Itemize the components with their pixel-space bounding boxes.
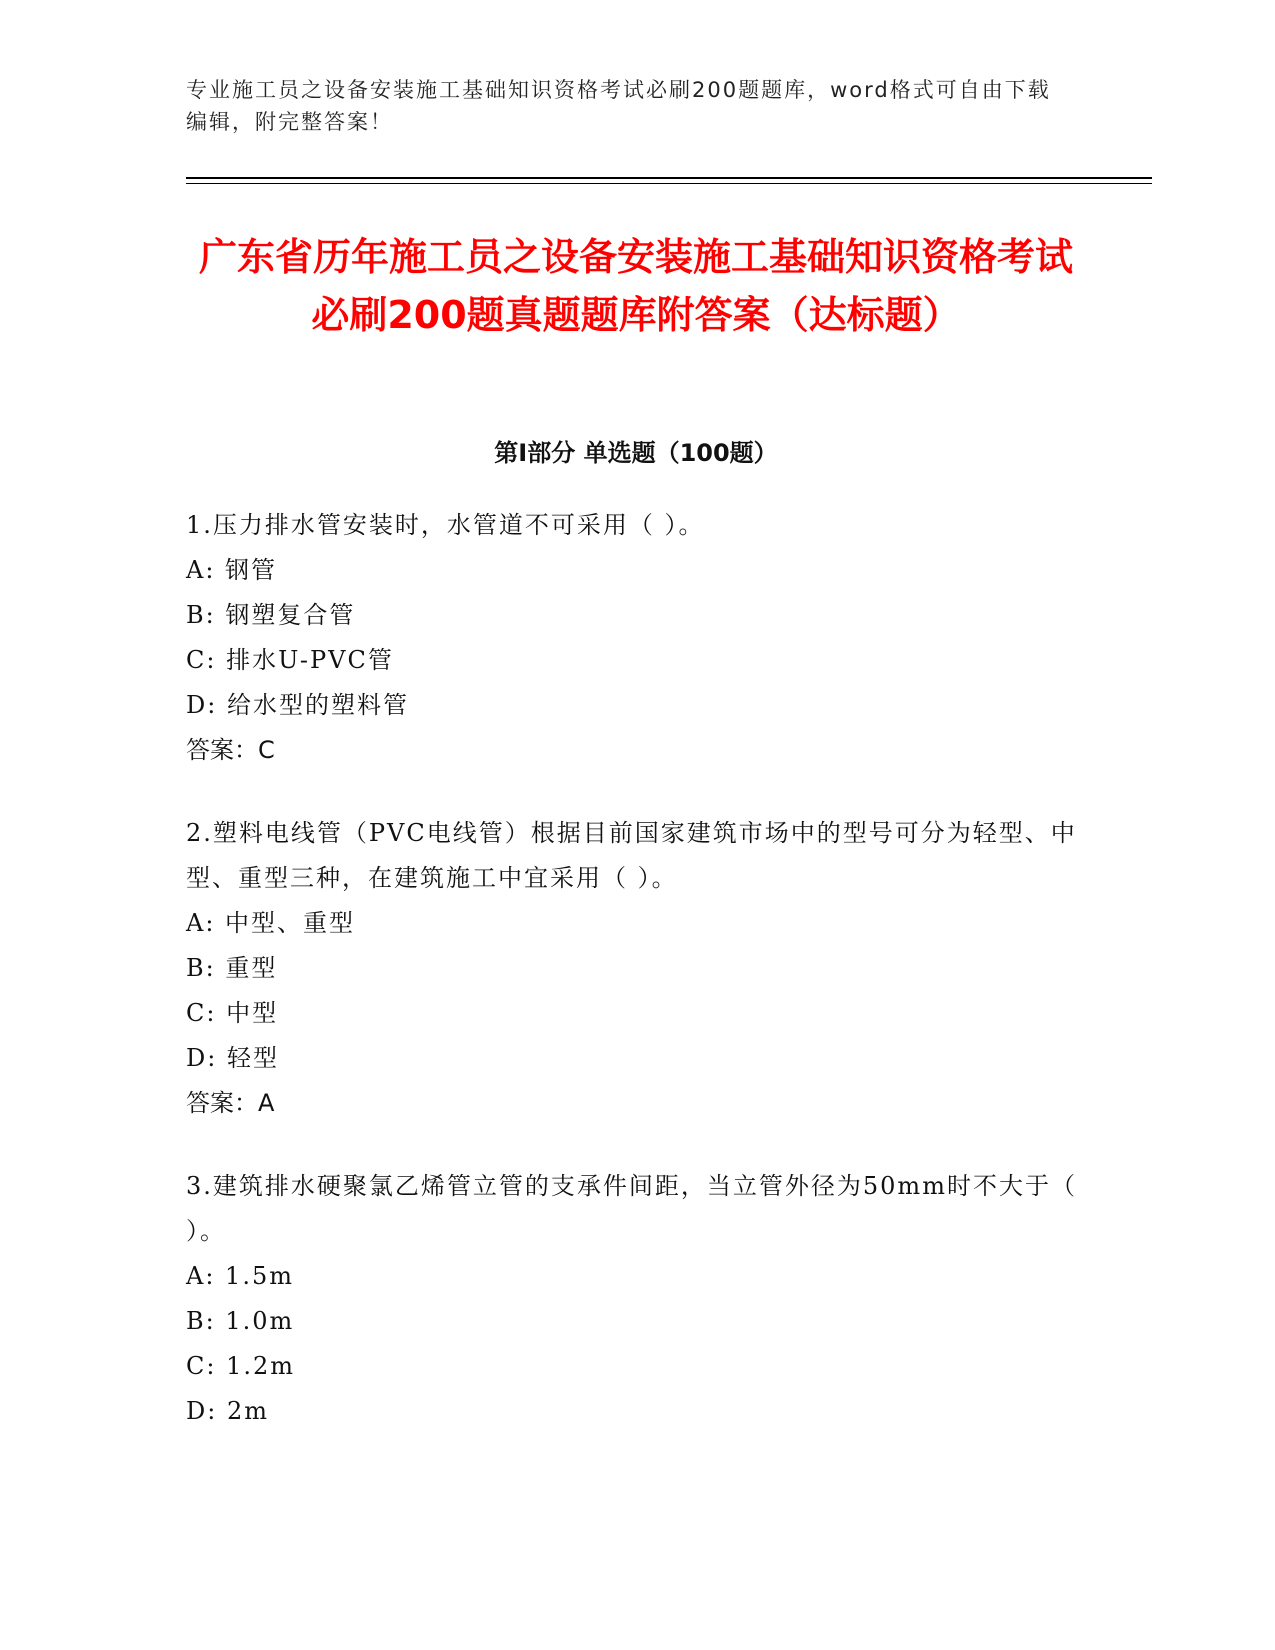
option-c: C: 1.2m: [186, 1352, 296, 1380]
question-2: [186, 811, 1086, 1126]
document-title: 广东省历年施工员之设备安装施工基础知识资格考试必刷200题真题题库附答案（达标题）: [198, 235, 1073, 337]
section-title: 第I部分 单选题（100题）: [494, 439, 778, 467]
header-rule-thick: [186, 177, 1152, 179]
option-d: D: 轻型: [186, 1044, 279, 1072]
option-b: B: 1.0m: [186, 1307, 295, 1335]
option-d: D: 给水型的塑料管: [186, 691, 409, 719]
option-a: A: 中型、重型: [186, 909, 356, 937]
question-stem: 1.压力排水管安装时，水管道不可采用（ ）。: [186, 511, 705, 539]
header-note: 专业施工员之设备安装施工基础知识资格考试必刷200题题库，word格式可自由下载编辑，附完整答案！: [186, 78, 1051, 134]
answer: 答案：A: [186, 1089, 275, 1117]
option-c: C: 中型: [186, 999, 279, 1027]
answer: 答案：C: [186, 736, 275, 764]
option-b: B: 重型: [186, 954, 278, 982]
question-3: [186, 1164, 1086, 1434]
question-1: [186, 503, 1086, 773]
option-c: C: 排水U-PVC管: [186, 646, 394, 674]
question-stem: 2.塑料电线管（PVC电线管）根据目前国家建筑市场中的型号可分为轻型、中型、重型三种，在建筑施工中宜采用（ ）。: [186, 819, 1077, 892]
option-a: A: 钢管: [186, 556, 278, 584]
option-a: A: 1.5m: [186, 1262, 294, 1290]
header-rule-thin: [186, 183, 1152, 184]
option-b: B: 钢塑复合管: [186, 601, 356, 629]
question-stem: 3.建筑排水硬聚氯乙烯管立管的支承件间距，当立管外径为50mm时不大于（ ）。: [186, 1172, 1077, 1245]
option-d: D: 2m: [186, 1397, 269, 1425]
